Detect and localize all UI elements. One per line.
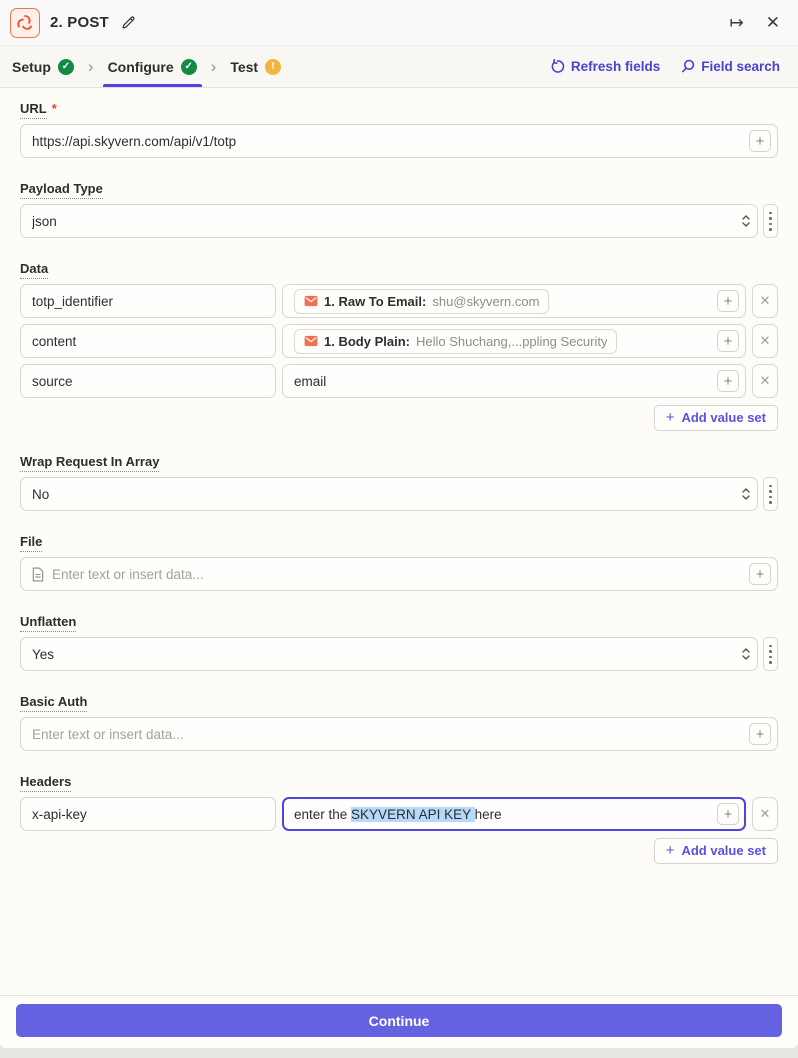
- step-tabbar: [0, 46, 798, 88]
- page-background-strip: [0, 1048, 798, 1058]
- token-value: shu@skyvern.com: [432, 293, 540, 309]
- unflatten-label: Unflatten: [20, 614, 76, 632]
- wrap-request-value: No: [32, 486, 50, 502]
- add-value-set-label: Add value set: [681, 410, 766, 425]
- setup-complete-badge: [58, 59, 74, 75]
- mapped-field-token[interactable]: [294, 329, 617, 354]
- chevron-right-icon: ›: [210, 56, 217, 76]
- refresh-fields-button[interactable]: [550, 59, 660, 74]
- token-value: Hello Shuchang,...ppling Security: [415, 333, 608, 349]
- headers-insert-data-button-1[interactable]: +: [717, 803, 739, 825]
- data-insert-data-button-2[interactable]: +: [717, 330, 739, 352]
- headers-label: Headers: [20, 774, 71, 792]
- configure-form: [0, 88, 798, 995]
- data-remove-row-button-1[interactable]: ✕: [752, 284, 778, 318]
- chevron-updown-icon: [741, 486, 751, 502]
- payload-type-select[interactable]: [20, 204, 758, 238]
- data-insert-data-button-3[interactable]: +: [717, 370, 739, 392]
- rename-step-button[interactable]: [121, 15, 136, 30]
- wrap-request-label: Wrap Request In Array: [20, 454, 159, 472]
- value-segment: here: [474, 806, 502, 822]
- tab-test-label: Test: [230, 58, 259, 75]
- data-row-2: [20, 324, 778, 358]
- tab-configure[interactable]: [106, 46, 199, 87]
- unflatten-value: Yes: [32, 646, 55, 662]
- add-value-set-label: Add value set: [681, 843, 766, 858]
- tab-test[interactable]: [228, 46, 283, 87]
- data-value-input-1[interactable]: [282, 284, 746, 318]
- plus-icon: +: [665, 409, 675, 426]
- search-icon: [680, 59, 695, 74]
- data-add-value-set-button[interactable]: [654, 405, 778, 431]
- headers-key-value-1: x-api-key: [32, 806, 87, 822]
- payload-type-label: Payload Type: [20, 181, 103, 199]
- chevron-updown-icon: [741, 646, 751, 662]
- required-asterisk: *: [51, 101, 57, 116]
- basic-auth-insert-data-button[interactable]: +: [749, 723, 771, 745]
- continue-button[interactable]: Continue: [16, 1004, 782, 1037]
- basic-auth-input[interactable]: [20, 717, 778, 751]
- email-icon: [304, 335, 318, 347]
- url-input[interactable]: [20, 124, 778, 158]
- payload-type-value: json: [32, 213, 57, 229]
- data-key-input-2[interactable]: [20, 324, 276, 358]
- data-label: Data: [20, 261, 48, 279]
- headers-add-value-set-button[interactable]: [654, 838, 778, 864]
- field-headers: [20, 774, 778, 864]
- close-icon[interactable]: ✕: [765, 13, 780, 32]
- test-attention-badge: [265, 59, 281, 75]
- file-insert-data-button[interactable]: +: [749, 563, 771, 585]
- email-icon: [304, 295, 318, 307]
- token-label: 1. Raw To Email:: [324, 293, 427, 309]
- headers-row-1: [20, 797, 778, 831]
- token-label: 1. Body Plain:: [324, 333, 410, 349]
- webhooks-app-icon: [10, 8, 40, 38]
- field-unflatten: [20, 614, 778, 671]
- refresh-icon: [550, 59, 565, 74]
- check-icon: ✓: [61, 61, 71, 72]
- field-search-button[interactable]: [680, 59, 780, 74]
- field-payload-type: [20, 181, 778, 238]
- data-key-input-1[interactable]: [20, 284, 276, 318]
- unflatten-select[interactable]: [20, 637, 758, 671]
- headers-value-text-1: [294, 807, 709, 822]
- chevron-right-icon: ›: [87, 56, 94, 76]
- data-row-1: [20, 284, 778, 318]
- field-file: [20, 534, 778, 591]
- refresh-fields-label: Refresh fields: [570, 59, 661, 74]
- data-key-value-2: content: [32, 333, 77, 349]
- wrap-request-select[interactable]: [20, 477, 758, 511]
- file-input[interactable]: [20, 557, 778, 591]
- data-value-text-3: email: [294, 373, 327, 389]
- field-url: [20, 101, 778, 158]
- data-key-input-3[interactable]: [20, 364, 276, 398]
- selected-text: SKYVERN API KEY: [351, 806, 475, 822]
- chevron-updown-icon: [741, 213, 751, 229]
- data-remove-row-button-3[interactable]: ✕: [752, 364, 778, 398]
- data-row-3: [20, 364, 778, 398]
- data-insert-data-button-1[interactable]: +: [717, 290, 739, 312]
- field-basic-auth: [20, 694, 778, 751]
- file-placeholder: Enter text or insert data...: [52, 566, 204, 582]
- payload-type-menu-button[interactable]: [763, 204, 778, 238]
- mapped-field-token[interactable]: [294, 289, 549, 314]
- file-icon: [32, 567, 44, 582]
- tab-setup[interactable]: [10, 46, 76, 87]
- headers-remove-row-button-1[interactable]: ✕: [752, 797, 778, 831]
- tab-setup-label: Setup: [12, 58, 51, 75]
- field-wrap-request: [20, 454, 778, 511]
- field-data: [20, 261, 778, 431]
- field-search-label: Field search: [701, 59, 780, 74]
- basic-auth-placeholder: Enter text or insert data...: [32, 726, 184, 742]
- check-icon: ✓: [184, 61, 193, 72]
- panel-footer: [0, 995, 798, 1048]
- unflatten-menu-button[interactable]: [763, 637, 778, 671]
- configure-complete-badge: [181, 59, 197, 75]
- header-actions: [730, 14, 781, 31]
- pencil-icon: [121, 15, 136, 30]
- page-title: 2. POST: [50, 14, 109, 31]
- url-value: https://api.skyvern.com/api/v1/totp: [32, 133, 237, 149]
- value-segment: enter the: [294, 806, 352, 822]
- wrap-request-menu-button[interactable]: [763, 477, 778, 511]
- tab-configure-label: Configure: [107, 58, 174, 75]
- collapse-panel-icon[interactable]: ↦: [729, 13, 744, 32]
- url-label: URL: [20, 101, 47, 119]
- basic-auth-label: Basic Auth: [20, 694, 87, 712]
- headers-value-input-1[interactable]: [282, 797, 746, 831]
- panel-header: [0, 0, 798, 46]
- data-key-value-1: totp_identifier: [32, 293, 114, 309]
- alert-icon: !: [271, 61, 275, 72]
- file-label: File: [20, 534, 42, 552]
- data-remove-row-button-2[interactable]: ✕: [752, 324, 778, 358]
- plus-icon: +: [665, 842, 675, 859]
- webhooks-icon: [15, 13, 35, 33]
- data-value-input-2[interactable]: [282, 324, 746, 358]
- headers-key-input-1[interactable]: [20, 797, 276, 831]
- data-value-input-3[interactable]: [282, 364, 746, 398]
- data-key-value-3: source: [32, 373, 73, 389]
- field-tools: [550, 46, 780, 87]
- url-insert-data-button[interactable]: +: [749, 130, 771, 152]
